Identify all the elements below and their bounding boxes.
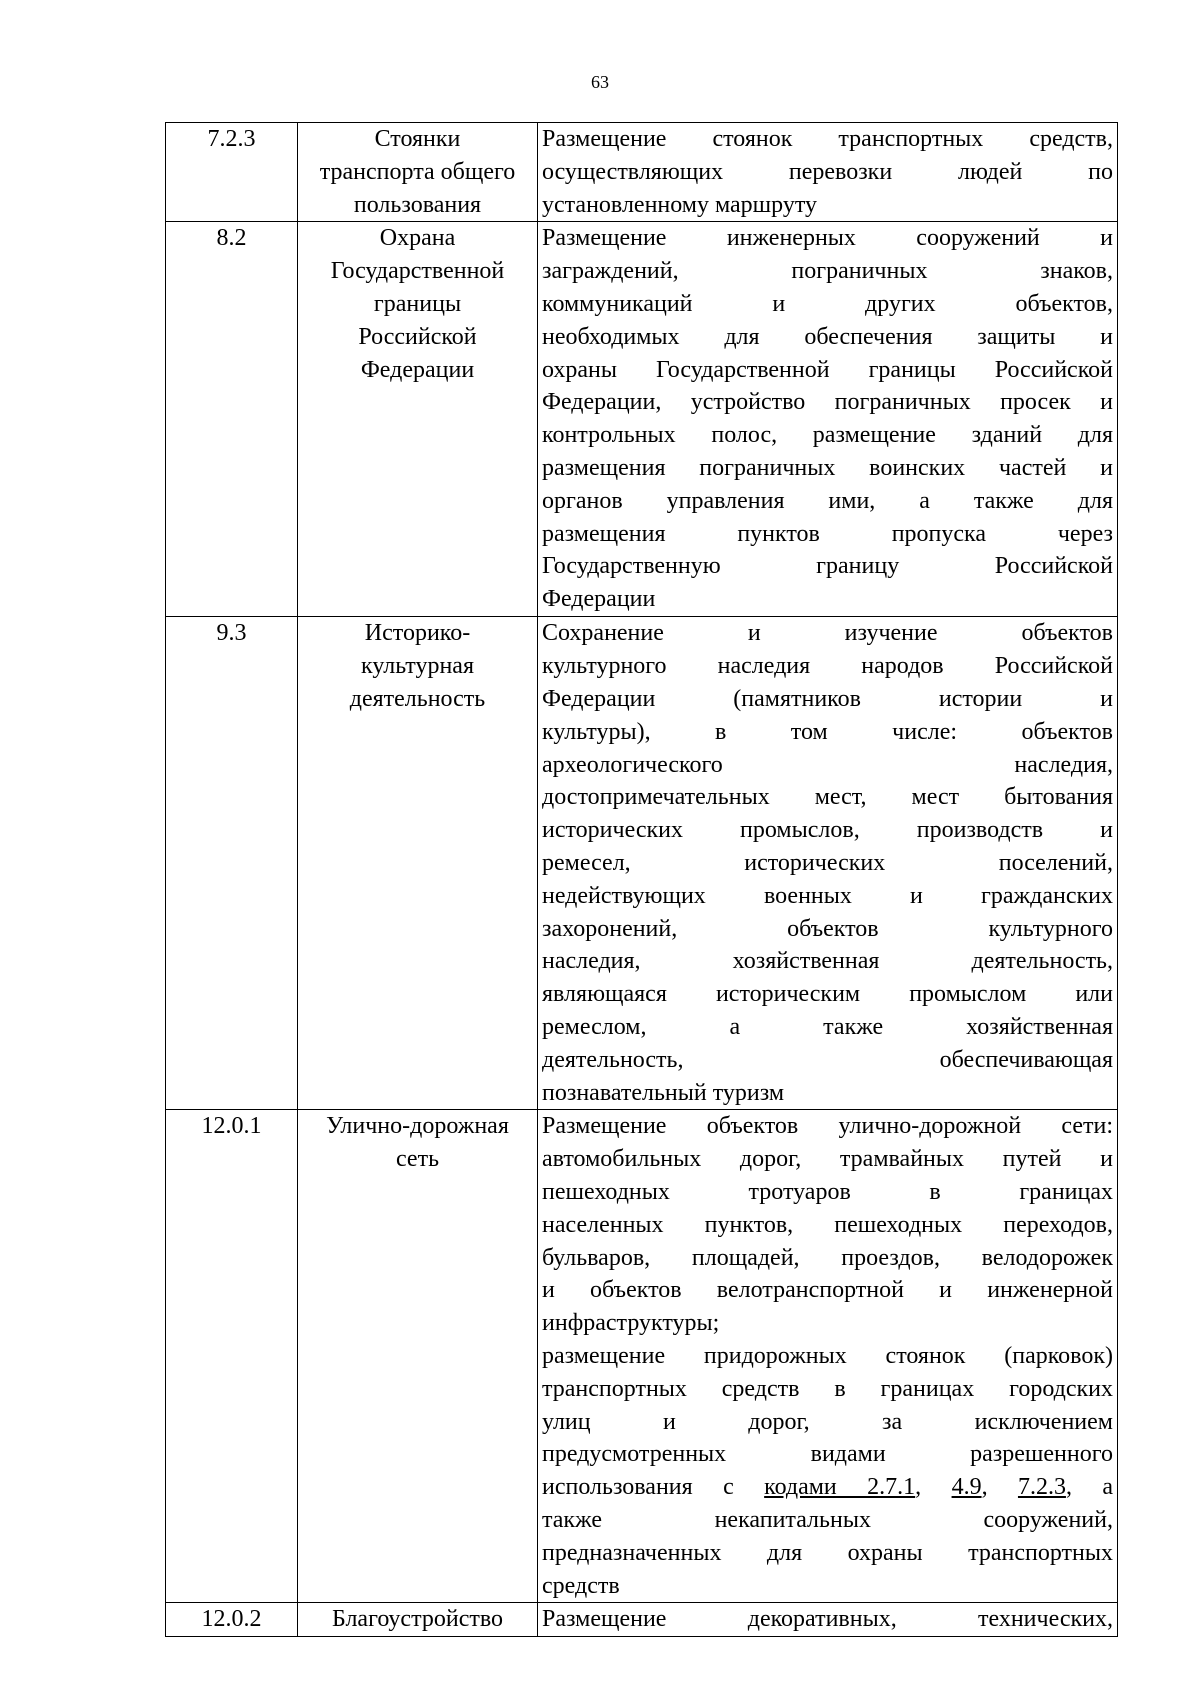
- reference-link[interactable]: 4.9: [951, 1474, 982, 1501]
- desc-line: коммуникаций и других объектов,: [542, 290, 1113, 317]
- desc-line: Размещение объектов улично-дорожной сети:: [542, 1113, 1113, 1140]
- desc-line: достопримечательных мест, мест бытования: [542, 784, 1113, 811]
- desc-line: контрольных полос, размещение зданий для: [542, 422, 1113, 449]
- row-code: 7.2.3: [166, 123, 298, 222]
- desc-line: заграждений, пограничных знаков,: [542, 258, 1113, 285]
- desc-line: культурного наследия народов Российской: [542, 653, 1113, 680]
- desc-line: размещения пунктов пропуска через: [542, 520, 1113, 547]
- desc-text: использования с: [542, 1474, 734, 1501]
- page-number: 63: [591, 72, 609, 92]
- desc-line: органов управления ими, а также для: [542, 487, 1113, 514]
- row-name: [298, 123, 538, 222]
- name-line: Федерации: [360, 356, 475, 383]
- desc-line: Размещение стоянок транспортных средств,: [542, 126, 1113, 152]
- desc-line: Размещение декоративных, технических,: [542, 1606, 1113, 1633]
- row-code: 8.2: [166, 222, 298, 617]
- row-description: [538, 1110, 1118, 1603]
- name-line: транспорта общего: [319, 158, 516, 185]
- desc-line: средств: [542, 1572, 620, 1599]
- desc-line: предназначенных для охраны транспортных: [542, 1539, 1113, 1566]
- name-line: пользования: [353, 191, 482, 218]
- desc-line: предусмотренных видами разрешенного: [542, 1441, 1113, 1468]
- name-line: Историко-: [364, 620, 471, 647]
- desc-line: автомобильных дорог, трамвайных путей и: [542, 1146, 1113, 1173]
- name-line: Благоустройство: [331, 1606, 503, 1633]
- desc-line: являющаяся историческим промыслом или: [542, 981, 1113, 1008]
- name-line: Улично-дорожная: [326, 1113, 509, 1140]
- desc-line: исторических промыслов, производств и: [542, 817, 1113, 844]
- desc-line: населенных пунктов, пешеходных переходов,: [542, 1211, 1113, 1238]
- land-use-table: [165, 122, 1118, 1637]
- desc-line: культуры), в том числе: объектов: [542, 718, 1113, 745]
- desc-line: наследия, хозяйственная деятельность,: [542, 948, 1113, 975]
- desc-line: охраны Государственной границы Российской: [542, 356, 1113, 383]
- desc-line: установленному маршруту: [542, 191, 818, 218]
- name-line: сеть: [395, 1146, 440, 1173]
- desc-line: Государственную границу Российской: [542, 553, 1113, 580]
- desc-line: необходимых для обеспечения защиты и: [542, 323, 1113, 350]
- table-row: [166, 1603, 1118, 1637]
- row-name: [298, 617, 538, 1110]
- desc-line: Федерации: [542, 586, 656, 613]
- name-line: деятельность: [349, 685, 486, 712]
- row-code: 12.0.2: [166, 1603, 298, 1637]
- desc-line: размещения пограничных воинских частей и: [542, 454, 1113, 481]
- desc-line: размещение придорожных стоянок (парковок): [542, 1342, 1113, 1369]
- separator: ,: [981, 1474, 988, 1501]
- row-name: [298, 222, 538, 617]
- row-name: [298, 1603, 538, 1637]
- name-line: Российской: [358, 323, 477, 350]
- name-line: Государственной: [330, 258, 505, 285]
- name-line: Охрана: [379, 225, 456, 252]
- desc-line: ремесел, исторических поселений,: [542, 849, 1113, 876]
- row-code: 12.0.1: [166, 1110, 298, 1603]
- name-line: Стоянки: [374, 126, 461, 152]
- desc-line: также некапитальных сооружений,: [542, 1506, 1113, 1533]
- table-row: [166, 123, 1118, 222]
- table-row: [166, 1110, 1118, 1603]
- desc-line-with-refs: [542, 1471, 1113, 1504]
- separator: ,: [915, 1474, 922, 1501]
- desc-line: деятельность, обеспечивающая: [542, 1046, 1113, 1073]
- desc-line: бульваров, площадей, проездов, велодорожек: [542, 1244, 1113, 1271]
- desc-line: инфраструктуры;: [542, 1310, 720, 1337]
- row-description: [538, 617, 1118, 1110]
- table-row: [166, 617, 1118, 1110]
- desc-line: недействующих военных и гражданских: [542, 882, 1113, 909]
- row-description: [538, 222, 1118, 617]
- desc-text: , а: [1065, 1474, 1113, 1501]
- desc-line: Сохранение и изучение объектов: [542, 620, 1113, 647]
- table-row: [166, 222, 1118, 617]
- desc-line: познавательный туризм: [542, 1079, 785, 1106]
- reference-link[interactable]: 7.2.3: [1017, 1474, 1066, 1501]
- row-code: 9.3: [166, 617, 298, 1110]
- desc-line: ремеслом, а также хозяйственная: [542, 1013, 1113, 1040]
- desc-line: пешеходных тротуаров в границах: [542, 1178, 1113, 1205]
- desc-line: осуществляющих перевозки людей по: [542, 158, 1113, 185]
- reference-link[interactable]: кодами 2.7.1: [764, 1474, 916, 1501]
- row-name: [298, 1110, 538, 1603]
- name-line: границы: [373, 290, 462, 317]
- row-description: [538, 123, 1118, 222]
- desc-line: Размещение инженерных сооружений и: [542, 225, 1113, 252]
- row-description: [538, 1603, 1118, 1637]
- desc-line: захоронений, объектов культурного: [542, 915, 1113, 942]
- desc-line: Федерации, устройство пограничных просек и: [542, 389, 1113, 416]
- desc-line: улиц и дорог, за исключением: [542, 1408, 1113, 1435]
- desc-line: и объектов велотранспортной и инженерной: [542, 1277, 1113, 1304]
- name-line: культурная: [361, 653, 474, 680]
- desc-line: Федерации (памятников истории и: [542, 685, 1113, 712]
- desc-line: транспортных средств в границах городских: [542, 1375, 1113, 1402]
- desc-line: археологического наследия,: [542, 751, 1113, 778]
